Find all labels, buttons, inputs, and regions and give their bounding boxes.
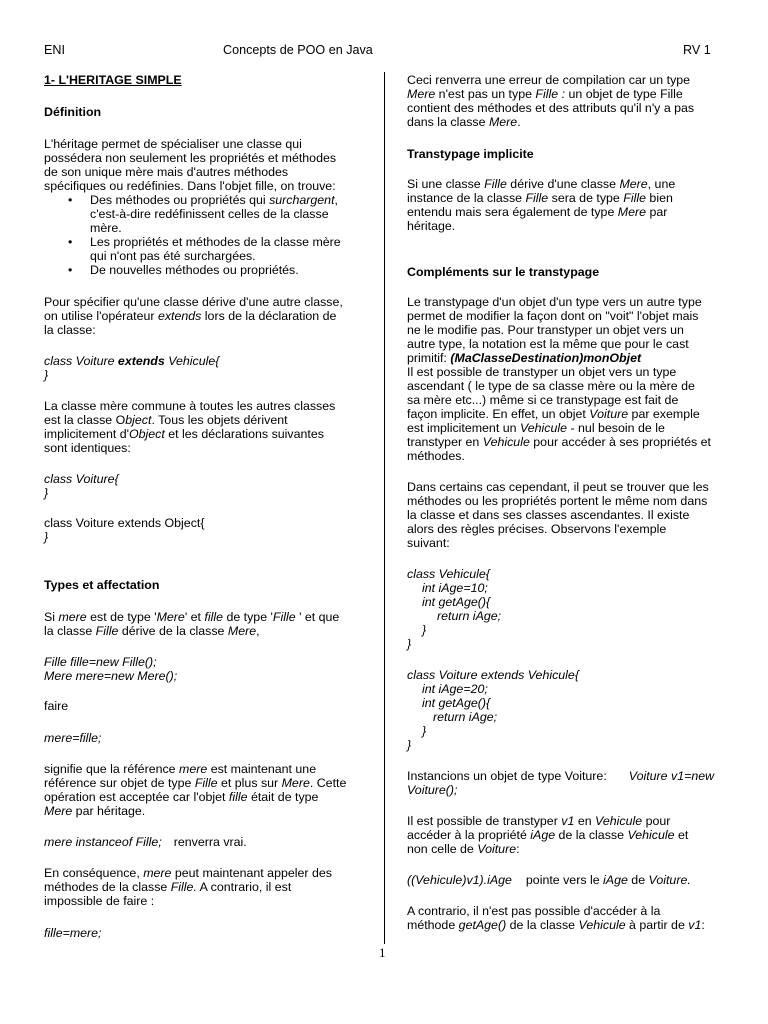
paragraph-line: ascendant ( le type de sa classe mère ou la mère de <box>407 379 695 393</box>
code-line: mere=fille; <box>44 731 102 745</box>
paragraph-line: de son unique mère mais d'autres méthodes <box>44 165 289 179</box>
paragraph-line: la classe: <box>44 323 96 337</box>
paragraph-line: Ceci renverra une erreur de compilation car un type <box>407 73 691 87</box>
code-line: class Voiture extends Vehicule{ <box>407 668 579 682</box>
paragraph-line: ((Vehicule)v1).iAge pointe vers le iAge de Voiture. <box>407 873 691 887</box>
paragraph-line: Mere n'est pas un type Fille : un objet de type Fille <box>407 87 683 101</box>
paragraph-line: entendu mais sera également de type Mere par <box>407 205 668 219</box>
code-line: } <box>422 623 427 637</box>
paragraph-line: possédera non seulement les propriétés et méthodes <box>44 151 337 165</box>
column-divider <box>384 72 385 944</box>
code-line: Fille fille=new Fille(); <box>44 655 157 669</box>
paragraph-line: transtyper en Vehicule pour accéder à ses propriétés et <box>407 435 711 449</box>
bullet-icon: • <box>68 263 73 277</box>
bullet-icon: • <box>68 235 73 249</box>
code-line: int getAge(){ <box>422 595 491 609</box>
paragraph-line: instance de la classe Fille sera de type Fille bien <box>407 191 673 205</box>
paragraph-line: Le transtypage d'un objet d'un type vers un autre type <box>407 295 702 309</box>
paragraph-line: contient des méthodes et des attributs qu'il n'y a pas <box>407 101 695 115</box>
paragraph-line: Voiture(); <box>407 783 458 797</box>
paragraph-line: implicitement d'Object et les déclarations suivantes <box>44 427 324 441</box>
code-line: int getAge(){ <box>422 696 491 710</box>
code-line: int iAge=20; <box>422 682 488 696</box>
paragraph-line: dans la classe Mere. <box>407 115 521 129</box>
paragraph-line: alors des règles précises. Observons l'exemple <box>407 522 667 536</box>
paragraph-line: Il est possible de transtyper v1 en Vehicule pour <box>407 814 671 828</box>
code-line: fille=mere; <box>44 926 102 940</box>
paragraph-line: En conséquence, mere peut maintenant appeler des <box>44 866 332 880</box>
paragraph-line: méthodes de la classe Fille. A contrario, il est <box>44 880 292 894</box>
paragraph-line: faire <box>44 699 69 713</box>
code-line: return iAge; <box>433 710 498 724</box>
paragraph-line: opération est acceptée car l'objet fille était de type <box>44 790 319 804</box>
paragraph-line: signifie que la référence mere est maintenant une <box>44 762 317 776</box>
code-line: } <box>44 368 49 382</box>
paragraph-line: Il est possible de transtyper un objet vers un type <box>407 365 677 379</box>
bullet-icon: • <box>68 193 73 207</box>
definition-heading: Définition <box>44 105 102 119</box>
paragraph-line: impossible de faire : <box>44 894 155 908</box>
code-line: } <box>407 738 412 752</box>
paragraph-line: héritage. <box>407 219 456 233</box>
paragraph-line: ne le modifie pas. Pour transtyper un objet vers un <box>407 323 684 337</box>
paragraph-line: Si mere est de type 'Mere' et fille de type 'Fille ' et que <box>44 610 340 624</box>
types-heading: Types et affectation <box>44 578 160 592</box>
paragraph-line: La classe mère commune à toutes les autres classes <box>44 399 336 413</box>
paragraph-line: permet de modifier la façon dont on "voit" l'objet mais <box>407 309 699 323</box>
paragraph-line: méthodes ou les propriétés portent le même nom dans <box>407 494 708 508</box>
paragraph-line: accéder à la propriété iAge de la classe Vehicule et <box>407 828 689 842</box>
paragraph-line: sont identiques: <box>44 441 131 455</box>
paragraph-line: on utilise l'opérateur extends lors de la déclaration de <box>44 309 337 323</box>
paragraph-line: méthode getAge() de la classe Vehicule à partir de v1: <box>407 918 705 932</box>
code-line: class Voiture{ <box>44 472 119 486</box>
code-line: int iAge=10; <box>422 581 488 595</box>
code-line: class Vehicule{ <box>407 567 490 581</box>
paragraph-line: L'héritage permet de spécialiser une classe qui <box>44 137 302 151</box>
header-title: Concepts de POO en Java <box>223 43 373 57</box>
code-line: } <box>44 486 49 500</box>
header-left: ENI <box>44 43 65 57</box>
paragraph-line: la classe et dans ses classes ascendantes. Il existe <box>407 508 690 522</box>
page-number: 1 <box>379 945 386 960</box>
paragraph-line: référence sur objet de type Fille et plus sur Mere. Cette <box>44 776 347 790</box>
code-line: class Voiture extends Vehicule{ <box>44 354 220 368</box>
paragraph-line: spécifiques ou redéfinies. Dans l'objet fille, on trouve: <box>44 179 336 193</box>
paragraph-line: est implicitement un Vehicule - nul besoin de le <box>407 421 665 435</box>
paragraph-line: façon implicite. En effet, un objet Voiture par exemple <box>407 407 700 421</box>
paragraph-line: méthodes. <box>407 449 465 463</box>
paragraph-line: Dans certains cas cependant, il peut se trouver que les <box>407 480 709 494</box>
paragraph-line: suivant: <box>407 536 450 550</box>
paragraph-line: sa mère etc...) même si ce transtypage est fait de <box>407 393 679 407</box>
paragraph-line: primitif: (MaClasseDestination)monObjet <box>407 351 642 365</box>
section-title: 1- L'HERITAGE SIMPLE <box>44 73 182 87</box>
paragraph-line: mere instanceof Fille; renverra vrai. <box>44 835 247 849</box>
code-line: } <box>407 637 412 651</box>
code-line: return iAge; <box>437 609 502 623</box>
code-line: class Voiture extends Object{ <box>44 516 205 530</box>
implicit-cast-heading: Transtypage implicite <box>407 147 534 161</box>
code-line: Mere mere=new Mere(); <box>44 669 178 683</box>
code-line: } <box>44 530 49 544</box>
paragraph-line: Pour spécifier qu'une classe dérive d'une autre classe, <box>44 295 343 309</box>
paragraph-line: Instancions un objet de type Voiture: Voiture v1=new <box>407 769 715 783</box>
code-line: } <box>422 724 427 738</box>
paragraph-line: Mere par héritage. <box>44 804 146 818</box>
complements-heading: Compléments sur le transtypage <box>407 265 600 279</box>
paragraph-line: la classe Fille dérive de la classe Mere, <box>44 624 260 638</box>
paragraph-line: est la classe Object. Tous les objets dérivent <box>44 413 288 427</box>
bullet-line: c'est-à-dire redéfinissent celles de la classe <box>90 207 329 221</box>
header-right: RV 1 <box>683 43 711 57</box>
bullet-line: mère. <box>90 221 122 235</box>
paragraph-line: A contrario, il n'est pas possible d'accéder à la <box>407 904 661 918</box>
paragraph-line: autre type, la notation est la même que pour le cast <box>407 337 689 351</box>
paragraph-line: Si une classe Fille dérive d'une classe Mere, une <box>407 177 676 191</box>
bullet-line: qui n'ont pas été surchargées. <box>90 249 256 263</box>
paragraph-line: non celle de Voiture: <box>407 842 520 856</box>
